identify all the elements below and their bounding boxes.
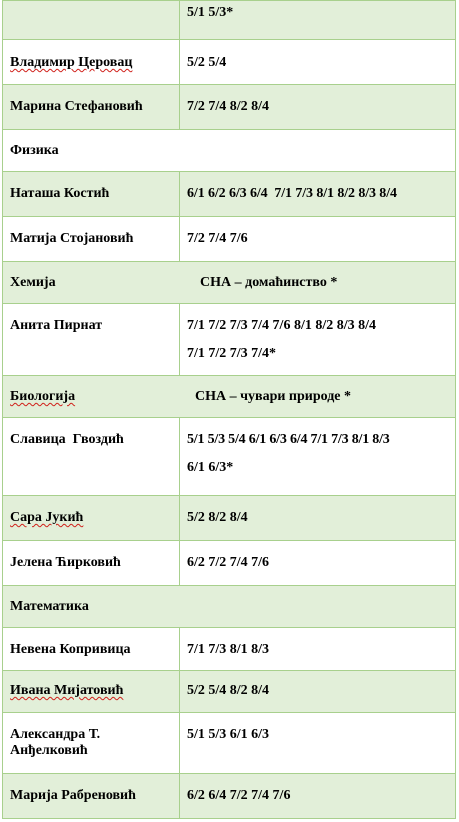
teacher-name: Невена Копривица: [10, 642, 131, 657]
table-row: [3, 713, 456, 774]
teacher-name: Сара Јукић: [10, 510, 84, 525]
classes-text: 5/2 8/2 8/4: [187, 510, 248, 525]
classes-cell: [180, 1, 456, 40]
subject-row: [3, 262, 456, 304]
subject-row: [3, 130, 456, 172]
classes-text: 5/1 5/3 5/4 6/1 6/3 6/4 7/1 7/3 8/1 8/3: [187, 432, 390, 447]
classes-text: 5/1 5/3*: [187, 5, 234, 20]
table-row: [3, 418, 456, 496]
teacher-name: Јелена Ћирковић: [10, 555, 121, 570]
teacher-name: [10, 1, 172, 5]
classes-text-secondary: 6/1 6/3*: [187, 460, 234, 475]
classes-text: 6/2 7/2 7/4 7/6: [187, 555, 270, 570]
subject-note: СНА – чувари природе *: [195, 389, 352, 404]
teacher-name: Александра Т. Анђелковић: [10, 727, 101, 758]
subject-row: [3, 376, 456, 418]
table-row: [3, 40, 456, 85]
table-row: [3, 541, 456, 586]
table-row: [3, 671, 456, 713]
classes-text: 5/2 5/4 8/2 8/4: [187, 683, 270, 698]
classes-text: 7/2 7/4 7/6: [187, 231, 248, 246]
subject-row: [3, 586, 456, 628]
classes-text: 5/1 5/3 6/1 6/3: [187, 727, 270, 742]
classes-text: 7/2 7/4 8/2 8/4: [187, 99, 270, 114]
teacher-name: Марија Рабреновић: [10, 788, 136, 803]
table-row: [3, 628, 456, 671]
classes-text: 5/2 5/4: [187, 55, 227, 70]
subject-heading: Хемија: [10, 275, 56, 290]
table-row: [3, 304, 456, 376]
table-row: [3, 496, 456, 541]
teacher-name: Матија Стојановић: [10, 231, 134, 246]
subject-heading: Физика: [10, 143, 59, 158]
classes-text-secondary: 7/1 7/2 7/3 7/4*: [187, 346, 277, 361]
subject-heading: Математика: [10, 599, 89, 614]
teacher-name: Ивана Мијатовић: [10, 683, 124, 698]
classes-text: 7/1 7/3 8/1 8/3: [187, 642, 270, 657]
teacher-name: Наташа Костић: [10, 186, 110, 201]
table-row: [3, 85, 456, 130]
teacher-name: Владимир Церовац: [10, 55, 133, 70]
table-row: [3, 1, 456, 40]
classes-text: 6/2 6/4 7/2 7/4 7/6: [187, 788, 291, 803]
teacher-class-table: [2, 0, 456, 819]
classes-text: 6/1 6/2 6/3 6/4 7/1 7/3 8/1 8/2 8/3 8/4: [187, 186, 397, 201]
classes-text: 7/1 7/2 7/3 7/4 7/6 8/1 8/2 8/3 8/4: [187, 318, 377, 333]
table-row: [3, 172, 456, 217]
table-row: [3, 217, 456, 262]
teacher-name: Марина Стефановић: [10, 99, 143, 114]
table-row: [3, 774, 456, 819]
subject-note: СНА – домаћинство *: [200, 275, 338, 290]
teacher-name-cell: [3, 1, 180, 40]
teacher-name: Анита Пирнат: [10, 318, 103, 333]
teacher-name: Славица Гвоздић: [10, 432, 124, 447]
subject-heading: Биологија: [10, 389, 76, 404]
